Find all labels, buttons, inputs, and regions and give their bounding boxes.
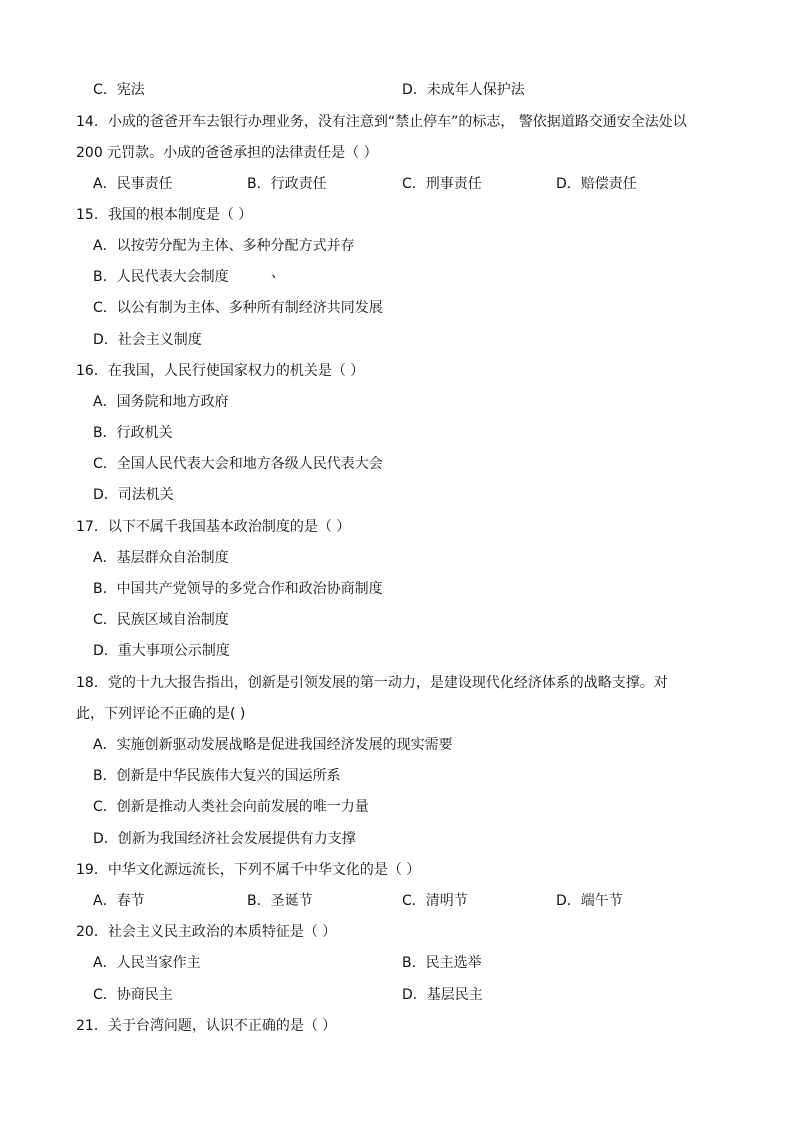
- option-16-d: D．司法机关: [93, 487, 174, 503]
- option-16-b: B．行政机关: [93, 425, 173, 441]
- option-18-a: A．实施创新驱动发展战略是促进我国经济发展的现实需要: [93, 737, 453, 753]
- option-16-a: A．国务院和地方政府: [93, 394, 229, 410]
- option-20-a: A．人民当家作主: [93, 955, 201, 971]
- option-17-d: D．重大事项公示制度: [93, 643, 230, 659]
- question-21: 21．关于台湾问题，认识不正确的是（ ）: [76, 1018, 337, 1034]
- option-14-c: C．刑事责任: [402, 176, 482, 192]
- option-18-d: D．创新为我国经济社会发展提供有力支撑: [93, 831, 356, 847]
- option-14-d: D．赔偿责任: [556, 176, 637, 192]
- option-13-d: D．未成年人保护法: [402, 82, 525, 98]
- option-18-c: C．创新是推动人类社会向前发展的唯一力量: [93, 799, 369, 815]
- question-18-line-1: 18．党的十九大报告指出，创新是引领发展的第一动力，是建设现代化经济体系的战略支撑。对: [76, 675, 668, 691]
- option-15-c: C．以公有制为主体、多种所有制经济共同发展: [93, 300, 383, 316]
- option-20-d: D．基层民主: [402, 987, 483, 1003]
- option-19-b: B．圣诞节: [247, 893, 313, 909]
- question-17: 17．以下不属千我国基本政治制度的是（ ）: [76, 519, 351, 535]
- question-19: 19．中华文化源远流长，下列不属千中华文化的是（ ）: [76, 862, 421, 878]
- option-17-c: C．民族区域自治制度: [93, 612, 229, 628]
- option-15-b: B．人民代表大会制度: [93, 269, 229, 285]
- question-14-line-2: 200 元罚款。小成的爸爸承担的法律责任是（ ）: [76, 145, 378, 161]
- option-14-a: A．民事责任: [93, 176, 173, 192]
- option-17-a: A．基层群众自治制度: [93, 550, 229, 566]
- option-16-c: C．全国人民代表大会和地方各级人民代表大会: [93, 456, 383, 472]
- question-16: 16．在我国，人民行使国家权力的机关是（ ）: [76, 363, 365, 379]
- option-15-a: A．以按劳分配为主体、多种分配方式并存: [93, 238, 355, 254]
- option-19-a: A．春节: [93, 893, 145, 909]
- option-20-b: B．民主选举: [402, 955, 482, 971]
- question-20: 20．社会主义民主政治的本质特征是（ ）: [76, 924, 337, 940]
- question-15: 15．我国的根本制度是（ ）: [76, 207, 253, 223]
- option-15-d: D．社会主义制度: [93, 332, 202, 348]
- stray-mark: 、: [271, 265, 285, 281]
- option-19-d: D．端午节: [556, 893, 623, 909]
- question-18-line-2: 此，下列评论不正确的是( ): [76, 706, 246, 722]
- option-13-c: C．宪法: [93, 82, 145, 98]
- option-17-b: B．中国共产党领导的多党合作和政治协商制度: [93, 581, 383, 597]
- option-14-b: B．行政责任: [247, 176, 327, 192]
- option-19-c: C．清明节: [402, 893, 468, 909]
- option-20-c: C．协商民主: [93, 987, 173, 1003]
- question-14-line-1: 14．小成的爸爸开车去银行办理业务，没有注意到“禁止停车”的标志， 警依据道路交通安全法处以: [76, 114, 687, 130]
- option-18-b: B．创新是中华民族伟大复兴的国运所系: [93, 768, 341, 784]
